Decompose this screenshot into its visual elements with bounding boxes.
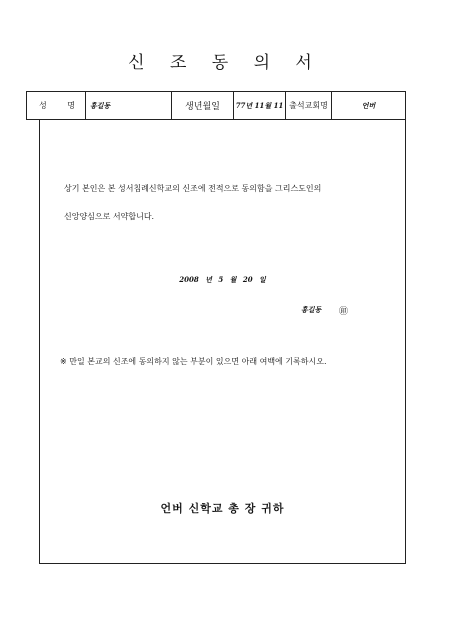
birthdate-label: 생년월일 [172,92,234,119]
name-label-second-char: 명 [67,101,75,110]
seal-icon: ㊞ [339,307,349,317]
applicant-info-row [26,91,406,120]
consent-paragraph-line-2: 신앙양심으로 서약합니다. [64,212,155,221]
signer-name: 홍길동 [301,305,322,314]
birthdate-value: 77년 11월 11 [234,92,286,119]
signature-date: 2008 년 5 월 20 일 [179,275,266,284]
consent-paragraph-line-1: 상기 본인은 본 성서침례신학교의 신조에 전적으로 동의함을 그리스도인의 [64,184,322,193]
church-name-label: 출석교회명 [286,92,332,119]
name-label [27,92,86,119]
addressee-line: 언버 신학교 총 장 귀하 [160,502,285,515]
document-title: 신 조 동 의 서 [128,53,322,73]
church-name-value: 언버 [361,100,376,110]
disagreement-notice: ※ 만일 본교의 신조에 동의하지 않는 부분이 있으면 아래 여백에 기록하시오. [60,357,327,366]
consent-body [39,120,406,564]
name-label-first-char: 성 [39,101,47,110]
name-value: 홍길동 [86,92,172,119]
